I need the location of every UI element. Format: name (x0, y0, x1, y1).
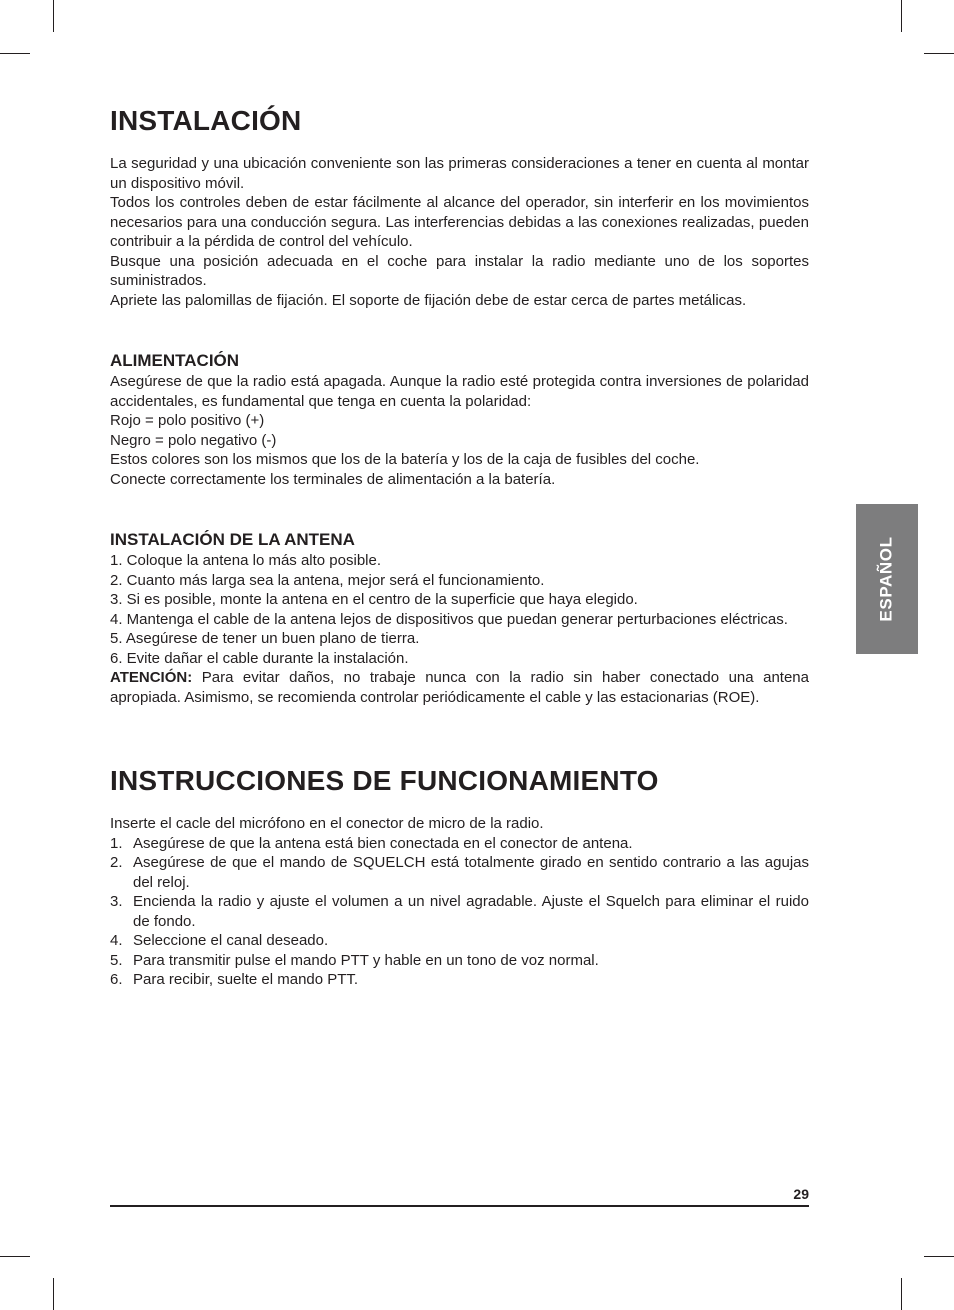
step-text: Seleccione el canal deseado. (133, 932, 329, 949)
paragraph: La seguridad y una ubicación conveniente son las primeras consideraciones a tener en cuenta al montar un dispositivo móvil. (110, 155, 809, 192)
paragraph: Estos colores son los mismos que los de la batería y los de la caja de fusibles del coche. (110, 451, 700, 468)
step-number: 2. (110, 854, 123, 871)
list-item: 2. Cuanto más larga sea la antena, mejor será el funcionamiento. (110, 571, 545, 589)
crop-mark (0, 53, 30, 54)
list-item (110, 853, 809, 892)
paragraph: Negro = polo negativo (-) (110, 431, 277, 449)
step-text: Asegúrese de que la antena está bien conectada en el conector de antena. (133, 834, 633, 852)
list-item: 1. Coloque la antena lo más alto posible. (110, 552, 382, 569)
step-number: 6. (110, 971, 123, 988)
list-item (110, 951, 809, 971)
step-text: Para recibir, suelte el mando PTT. (133, 971, 359, 988)
paragraph: Busque una posición adecuada en el coche para instalar la radio mediante uno de los soportes suministrados. (110, 252, 809, 289)
step-number: 3. (110, 893, 123, 910)
language-tab-label: ESPAÑOL (877, 536, 896, 622)
warning-paragraph (110, 668, 809, 707)
paragraph: Rojo = polo positivo (+) (110, 412, 265, 429)
warning-label: ATENCIÓN: (110, 669, 193, 686)
section-title-instrucciones: INSTRUCCIONES DE FUNCIONAMIENTO (110, 765, 659, 796)
list-item: 6. Evite dañar el cable durante la instalación. (110, 649, 409, 667)
language-tab (856, 504, 918, 654)
section-title-instalacion: INSTALACIÓN (110, 105, 302, 136)
crop-mark (0, 1256, 30, 1257)
step-number: 1. (110, 834, 123, 852)
paragraph: Apriete las palomillas de fijación. El soporte de fijación debe de estar cerca de partes metálicas. (110, 291, 747, 309)
page-number: 29 (793, 1186, 809, 1202)
crop-mark (901, 0, 902, 32)
instruction-list (110, 834, 809, 990)
list-item (110, 834, 809, 854)
paragraph: Todos los controles deben de estar fácilmente al alcance del operador, sin interferir en los movimientos necesarios para una conducción segura. Las interferencias debidas a las conexiones realizadas, pueden contribuir a la pérdida de control del vehículo. (110, 194, 809, 250)
warning-text: Para evitar daños, no trabaje nunca con la radio sin haber conectado una antena apropiada. Asimismo, se recomienda controlar periódicamente el cable y las estacionarias (ROE). (110, 669, 809, 706)
paragraph: Asegúrese de que la radio está apagada. Aunque la radio esté protegida contra inversiones de polaridad accidentales, es fundamental que tenga en cuenta la polaridad: (110, 373, 809, 410)
crop-mark (53, 1278, 54, 1310)
list-item (110, 970, 809, 990)
list-item: 3. Si es posible, monte la antena en el centro de la superficie que haya elegido. (110, 591, 638, 608)
list-item (110, 892, 809, 931)
crop-mark (924, 1256, 954, 1257)
subheading-alimentacion: ALIMENTACIÓN (110, 351, 240, 370)
step-number: 4. (110, 932, 123, 949)
paragraph: Conecte correctamente los terminales de alimentación a la batería. (110, 470, 556, 488)
crop-mark (901, 1278, 902, 1310)
step-text: Encienda la radio y ajuste el volumen a un nivel agradable. Ajuste el Squelch para eliminar el ruido de fondo. (133, 893, 809, 930)
list-item: 5. Asegúrese de tener un buen plano de tierra. (110, 630, 420, 647)
step-text: Para transmitir pulse el mando PTT y hable en un tono de voz normal. (133, 951, 599, 969)
step-text: Asegúrese de que el mando de SQUELCH está totalmente girado en sentido contrario a las agujas del reloj. (133, 854, 809, 891)
crop-mark (924, 53, 954, 54)
subheading-antena: INSTALACIÓN DE LA ANTENA (110, 530, 355, 549)
crop-mark (53, 0, 54, 32)
step-number: 5. (110, 951, 123, 969)
footer-rule (110, 1205, 809, 1207)
page-content (110, 100, 809, 990)
list-item: 4. Mantenga el cable de la antena lejos de dispositivos que puedan generar perturbaciones eléctricas. (110, 610, 788, 628)
list-item (110, 931, 809, 951)
paragraph: Inserte el cacle del micrófono en el conector de micro de la radio. (110, 815, 544, 832)
